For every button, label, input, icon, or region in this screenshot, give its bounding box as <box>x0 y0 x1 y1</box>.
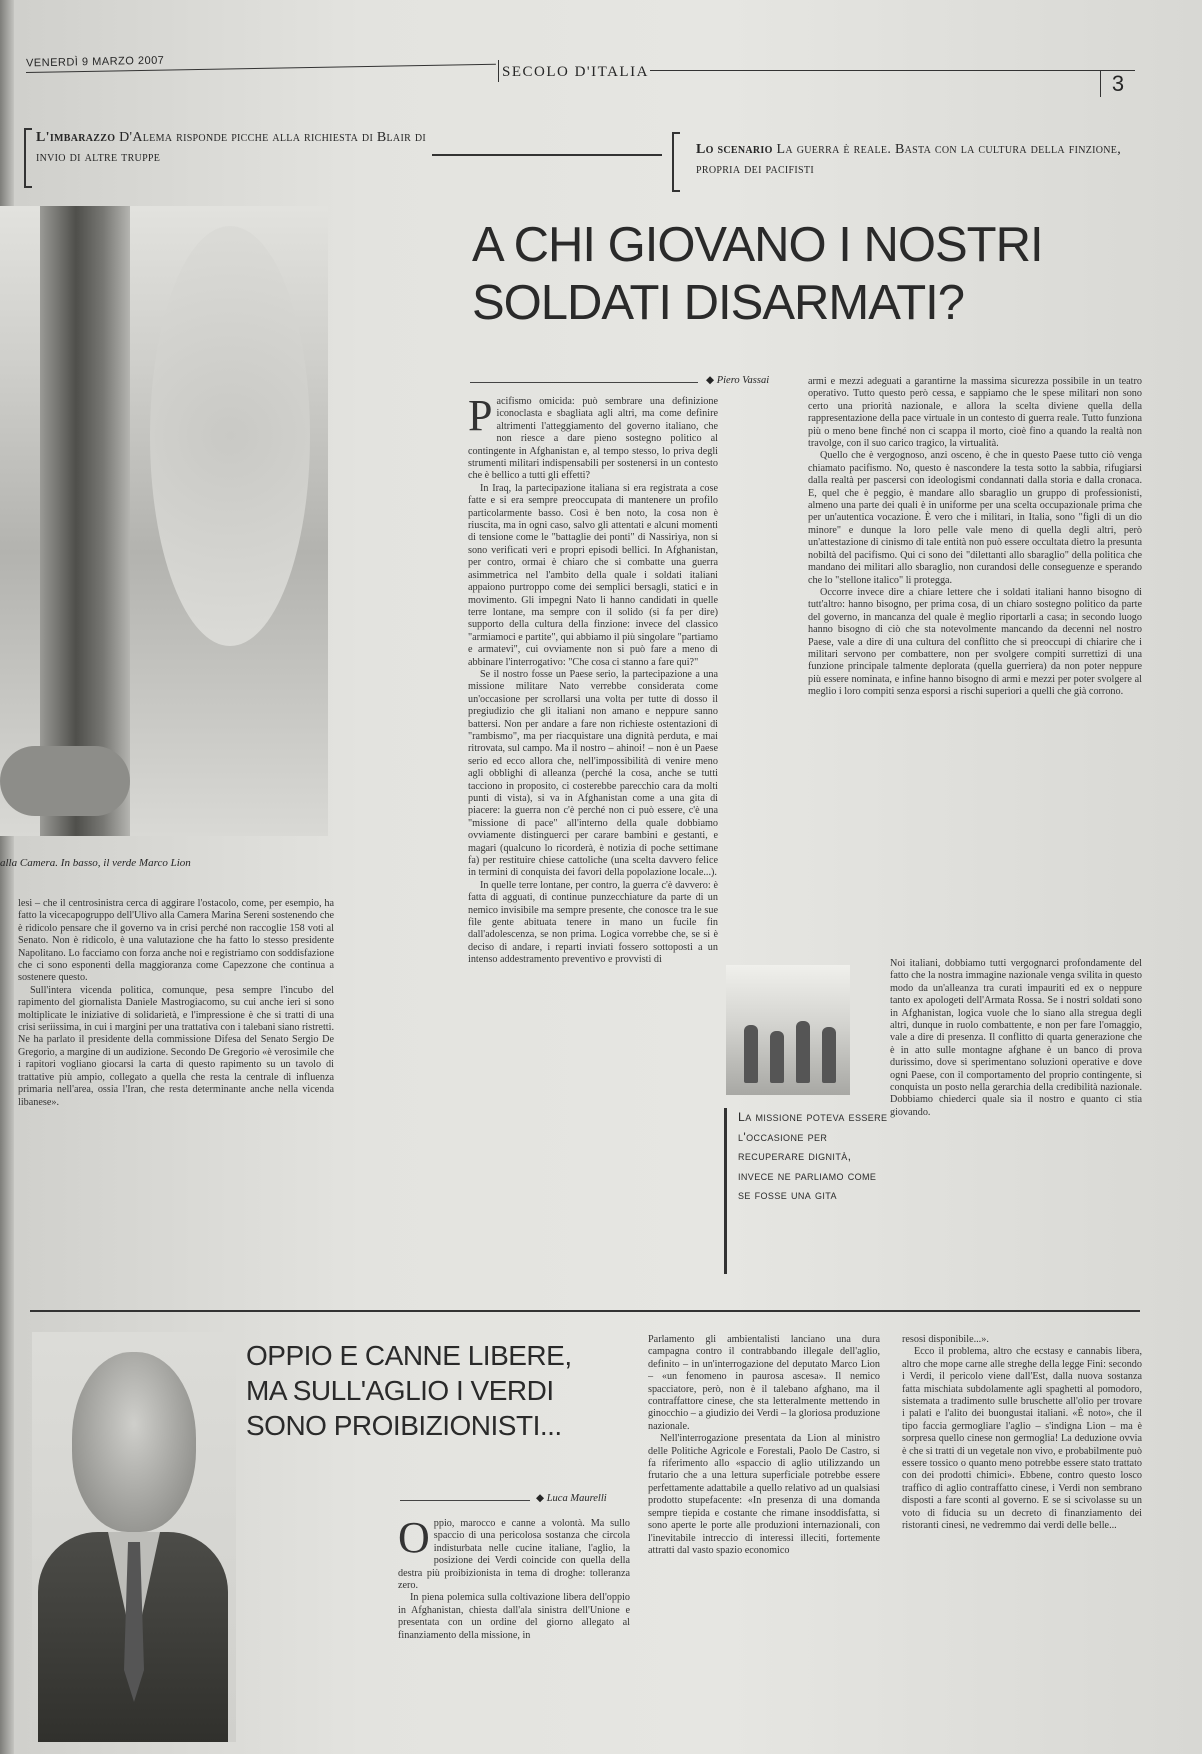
main-article-author: ◆ Piero Vassai <box>706 375 770 386</box>
left-article-paragraph: Sull'intera vicenda politica, comunque, pesa sempre l'incubo del rapimento del giornalista Daniele Mastrogiacomo, su cui anche ieri si sono moltiplicate le iniziative di solidarietà, e l'impressione è che si tratti di una crisi seriissima, in cui i margini per una trattativa con i talebani siano ristretti. Ne ha parlato il presidente della commissione Difesa del Senato Sergio De Gregorio, a margine di un audizione. Secondo De Gregorio «è verosimile che i rapitori vogliano giocarsi la carta di questo rapimento su un tavolo di trattative più ampio, collegato a quella che resta la centrale di influenza primaria nell'area, ossia l'Iran, che resta determinante anche nella vicenda libanese». <box>18 984 334 1108</box>
bottom-article-column-2 <box>648 1334 880 1740</box>
photo-marco-lion <box>32 1332 236 1742</box>
bottom-title-line: OPPIO E CANNE LIBERE, <box>246 1340 572 1371</box>
main-article-column-3 <box>890 958 1142 1288</box>
inset-figure-shape <box>796 1021 810 1083</box>
bottom-article-column-1 <box>398 1518 630 1740</box>
kicker-right-lead: Lo scenario <box>696 142 773 157</box>
main-article-title <box>472 216 1132 332</box>
inset-figure-shape <box>744 1025 758 1083</box>
bottom-article-column-3 <box>902 1334 1142 1740</box>
pullquote-text: La missione poteva essere l'occasione per recuperare dignità, invece ne parliamo come se fosse una gita <box>738 1110 888 1203</box>
main-article-paragraph: acifismo omicida: può sembrare una definizione iconoclasta e sbagliata agli altri, ma come definire altrimenti l'atteggiamento del governo italiano, che non riesce a dare pieno sostegno politico al contingente in Afghanistan e, al tempo stesso, lo priva degli strumenti militari indispensabili per sostenersi in un contesto che è bellico a tutti gli effetti? <box>468 396 718 482</box>
header-rule-middle <box>498 60 499 82</box>
bottom-title-line: SONO PROIBIZIONISTI... <box>246 1410 562 1441</box>
photo-soldiers-inset <box>726 965 850 1095</box>
bottom-article-paragraph: ppio, marocco e canne a volontà. Ma sullo spaccio di una pericolosa sostanza che circola indisturbata nelle cucine italiane, l'aglio, la posizione dei Verdi coincide con quella della destra più proibizionista in tema di droghe: tolleranza zero. <box>398 1518 630 1592</box>
kicker-left <box>36 128 436 168</box>
main-title-line: A CHI GIOVANO I NOSTRI <box>472 218 1043 272</box>
main-article-column-1 <box>468 396 718 1280</box>
byline-rule <box>470 382 698 383</box>
bottom-article-paragraph: In piena polemica sulla coltivazione libera dell'oppio in Afghanistan, chiesta dall'ala sinistra dell'Unione e presentata con un ordine del giorno allegato al finanziamento della missione, in <box>398 1592 630 1641</box>
photo-figure-shape <box>40 206 130 836</box>
left-article-paragraph: lesi – che il centrosinistra cerca di aggirare l'ostacolo, come, per esempio, ha fatto la vicecapogruppo dell'Ulivo alla Camera Marina Sereni sostenendo che è ridicolo pensare che il governo va in crisi perché non raccoglie 158 voti al Senato. Non è ridicolo, è una valutazione che ha fatto lo stesso presidente Napolitano. Lo facciamo con forza anche noi e registriamo con soddisfazione che ci sono esponenti della maggioranza come Capezzone che continua a sostenere questo. <box>18 898 334 984</box>
photo-background-shape <box>150 226 310 646</box>
kicker-bracket-left <box>24 128 32 188</box>
main-title-line: SOLDATI DISARMATI? <box>472 276 965 330</box>
header-newspaper-name: SECOLO D'ITALIA <box>502 64 649 80</box>
header-rule-right <box>650 70 1100 71</box>
bottom-article-paragraph: resosi disponibile...». <box>902 1334 989 1345</box>
bottom-byline-rule <box>400 1500 530 1501</box>
main-article-paragraph: Quello che è vergognoso, anzi osceno, è che in questo Paese tutto ciò venga chiamato pacifismo. No, questo è nascondere la testa sotto la sabbia, rifugiarsi dalla realtà per pascersi con ideologismi condannati dalla storia e dalla cronaca. E, quel che è peggio, è mandare allo sbaraglio un gruppo di professionisti, almeno una parte dei quali è in uniforme per una scelta occupazionale prima che per un'autentica vocazione. È vero che i militari, in Italia, sono "figli di un dio minore" e dunque la loro pelle vale meno di quella degli altri, però un'attestazione di cinismo di tale entità non può essere occultata dietro la presunta nobiltà del pacifismo. Qui ci sono dei "dilettanti allo sbaraglio" della politica che mandano dei militari allo sbaraglio, non curandosi delle conseguenze e sperando che lo "stellone italico" li protegga. <box>808 450 1142 586</box>
page-number: 3 <box>1100 70 1135 97</box>
main-article-pullquote <box>738 1108 888 1206</box>
inset-figure-shape <box>770 1031 784 1083</box>
section-separator <box>30 1310 1140 1312</box>
bottom-article-title <box>246 1338 646 1443</box>
bottom-article-dropcap: O <box>398 1518 430 1562</box>
kicker-left-lead: L'imbarazzo <box>36 130 116 145</box>
main-author-name: Piero Vassai <box>716 375 770 386</box>
main-article-paragraph: In Iraq, la partecipazione italiana si era registrata a cose fatte e si era sempre preoccupata di mantenere un profilo particolarmente basso. Così è ben noto, la cosa non è riuscita, ma in ogni caso, salvo gli attentati e alcuni momenti di tensione come le "battaglie dei ponti" di Nassiriya, non si sono verificati veri e propri episodi bellici. In Afghanistan, per contro, ormai è chiaro che si combatte una guerra asimmetrica nel l'ambito della quale i soldati italiani appaiono purtroppo come dei semplici bersagli, statici e in movimento. Gli impegni Nato li hanno candidati in quelle terre lontane, ma sempre con il solido (si fa per dire) supporto della cultura della finzione: invece del classico "armiamoci e partite", qui abbiamo il più singolare "partiamo e armatevi", cui ovviamente non si può fare a meno di abbinare l'interrogativo: "Che cosa ci stanno a fare qui?" <box>468 482 718 668</box>
bottom-article-paragraph: Ecco il problema, altro che ecstasy e cannabis libera, altro che mope carne alle streghe della legge Fini: secondo i Verdi, il pericolo viene dall'Est, dalla nuova sostanza fatta mischiata subdolamente agli spaghetti al pomodoro, sistemata a tradimento sulle bruschette all'olio per trovare i palati e l'alito dei buongustai italiani. «È noto», che il tipo faccia germogliare l'aglio – s'indigna Lion – ma è sorpresa quello cinese non germoglia! La deduzione ovvia è che si tratti di un vegetale non vivo, e probabilmente può essere tossico o quanto meno potrebbe essere stato trattato con dei prodotti chimici». Ebbene, contro questo losco traffico di aglio contraffatto cinese, i Verdi non sembrano disposti a fare sconti al governo. E se si scivolasse su un voto di fiducia su un decreto di finanziamento dei ristoranti cinesi, ne vedremmo dai verdi delle belle... <box>902 1346 1142 1532</box>
inset-figure-shape <box>822 1027 836 1083</box>
main-article-paragraph: Occorre invece dire a chiare lettere che i soldati italiani hanno bisogno di tutt'altro: hanno bisogno, per prima cosa, di un chiaro sostegno politico da parte del governo, in mancanza del quale è meglio riportarli a casa; in secondo luogo hanno bisogno di ciò che sta notevolmente mancando da decenni nel nostro Paese, vale a dire di una cultura del conflitto che si preoccupi di chiarire che i militari servono per combattere, non per svolgere compiti surrettizi di una funzione principale talmente deplorata (quella guerriera) da non poter neppure più essere nominata, e infine hanno bisogno di armi e mezzi per poter svolgere al meglio i loro compiti senza esporsi a rischi superiori a quelli che già corrono. <box>808 586 1142 698</box>
kicker-left-text: D'Alema risponde picche alla richiesta di Blair di invio di altre truppe <box>36 130 427 165</box>
bottom-article-paragraph: Parlamento gli ambientalisti lanciano una dura campagna contro il contrabbando illegale dell'aglio, definito – in un'interrogazione del deputato Marco Lion – «un fenomeno in paurosa ascesa». Il nemico spacciatore, però, non è il talebano afghano, ma il contraffattore cinese, che sta letteralmente mettendo in ginocchio – a giudizio dei Verdi – la gloriosa produzione nazionale. <box>648 1334 880 1432</box>
kicker-right-text: La guerra è reale. Basta con la cultura della finzione, propria dei pacifisti <box>696 142 1122 177</box>
portrait-head-shape <box>72 1352 196 1532</box>
main-article-column-2 <box>808 376 1142 951</box>
bottom-author-name: Luca Maurelli <box>546 1493 607 1504</box>
bottom-article-paragraph: Nell'interrogazione presentata da Lion al ministro delle Politiche Agricole e Forestali, Paolo De Castro, si fa riferimento allo «spaccio di aglio utilizzando un frutario che a una lettura superficiale potrebbe essere perfettamente adattabile a quello relativo ad un qualsiasi prodotto stupefacente: «In presenza di una domanda sempre tiepida e costante che rimane insoddisfatta, si sono aperte le porte alle produzioni internazionali, con l'inevitabile intreccio di interessi illeciti, fortemente attratti dal vasto spazio economico <box>648 1433 880 1556</box>
pullquote-bar <box>724 1108 727 1274</box>
main-article-paragraph: armi e mezzi adeguati a garantirne la massima sicurezza possibile in un teatro operativo. Tutto questo però cessa, e sappiamo che le spese militari non sono certo una priorità nazionale, e allora la scelta diviene quella della rappresentazione della pace virtuale in un contesto di guerra reale. Tutto funziona più o meno bene finché non ci scappa il morto, cioè fino a quando la realtà non travolge, con il suo carico tragico, la virtualità. <box>808 376 1142 450</box>
main-article-paragraph: Noi italiani, dobbiamo tutti vergognarci profondamente del fatto che la nostra immagine nazionale venga svilita in questo modo da un'alleanza tra curati impauriti ed ex o neppure tanto ex apologeti dell'Armata Rossa. Se i nostri soldati sono in Afghanistan, logica vuole che lo siano alla stregua degli altri, dunque in ruolo combattente, e non per fare l'omaggio, vale a dire di presenza. Il conflitto di quarta generazione che è in atto sulle montagne afghane è un banco di prova durissimo, dove si sperimentano soluzioni operative e dove ogni Paese, con il comportamento del proprio contingente, si conquista un posto nella gerarchia della credibilità nazionale. Dobbiamo chiederci quale sia il nostro e quanto ci stia giovando. <box>890 958 1142 1118</box>
main-article-paragraph: Se il nostro fosse un Paese serio, la partecipazione a una missione militare Nato verrebbe considerata come un'occasione per scrollarsi una volta per tutte di dosso il pregiudizio che gli italiani non amano e neppure sanno battersi. Non per andare a fare non richieste ostentazioni di "rambismo", ma per riacquistare una dignità perduta, e mai ritrovata, sul campo. Ma il nostro – ahinoi! – non è un Paese serio ed ecco allora che, nell'impossibilità di venire meno agli obblighi di alleanza (perché la cosa, anche se tutti tacciono in proposito, ci costerebbe parecchio cara da molti punti di vista), si va in Afghanistan come a una gita di piacere: la guerra non c'è perché non ci può essere, c'è una "missione di pace" all'interno della quale dobbiamo ovviamente distinguerci per carare bambini e gestanti, e magari (qualcuno lo ricorderà, è notizia di poche settimane fa) per restituire chiese cattoliche (una scelta davvero felice in termini di conquista dei favori della popolazione locale...). <box>468 668 718 879</box>
photo-caption: alla Camera. In basso, il verde Marco Lion <box>0 857 191 869</box>
photo-hand-shape <box>0 746 130 816</box>
left-article-text <box>18 898 334 1300</box>
main-article-dropcap: P <box>468 396 493 440</box>
kicker-bracket-right <box>672 132 680 192</box>
bottom-title-line: MA SULL'AGLIO I VERDI <box>246 1375 554 1406</box>
kicker-divider <box>432 154 662 156</box>
header-date: VENERDÌ 9 MARZO 2007 <box>25 54 165 70</box>
main-article-paragraph: In quelle terre lontane, per contro, la guerra c'è davvero: è fatta di agguati, di continue punzecchiature da parte di un nemico invisibile ma sempre presente, che conosce tra le sue file gente abituata tenere in mano un fucile fin dall'adolescenza, se non prima. Logica vorrebbe che, se si è deciso di andare, i reparti inviati fossero sottoposti a un intenso addestramento preventivo e provvisti di <box>468 879 718 966</box>
bottom-article-author: ◆ Luca Maurelli <box>536 1493 607 1504</box>
photo-soldier <box>0 206 328 836</box>
kicker-right <box>696 140 1136 180</box>
